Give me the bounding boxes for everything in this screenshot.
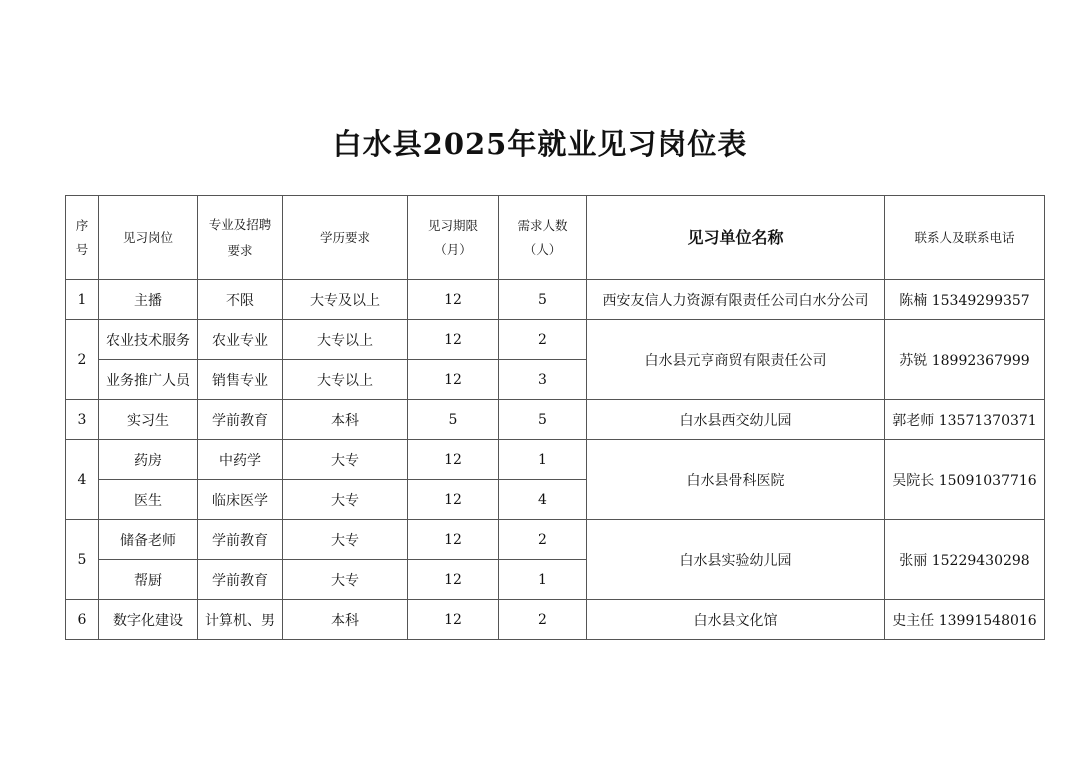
education-cell: 大专以上 bbox=[283, 320, 408, 360]
education-cell: 大专 bbox=[283, 440, 408, 480]
contact-cell: 张丽 15229430298 bbox=[885, 520, 1045, 600]
header-seq: 序 号 bbox=[66, 196, 99, 280]
education-cell: 大专以上 bbox=[283, 360, 408, 400]
count-cell: 5 bbox=[499, 280, 587, 320]
contact-cell: 苏锐 18992367999 bbox=[885, 320, 1045, 400]
education-cell: 本科 bbox=[283, 600, 408, 640]
header-period: 见习期限 （月） bbox=[408, 196, 499, 280]
table-row bbox=[66, 400, 1045, 440]
period-cell: 12 bbox=[408, 360, 499, 400]
position-cell: 主播 bbox=[99, 280, 198, 320]
period-cell: 5 bbox=[408, 400, 499, 440]
position-cell: 药房 bbox=[99, 440, 198, 480]
major-cell: 销售专业 bbox=[198, 360, 283, 400]
position-cell: 农业技术服务 bbox=[99, 320, 198, 360]
header-position: 见习岗位 bbox=[99, 196, 198, 280]
major-cell: 中药学 bbox=[198, 440, 283, 480]
education-cell: 大专 bbox=[283, 520, 408, 560]
education-cell: 大专及以上 bbox=[283, 280, 408, 320]
seq-cell: 5 bbox=[66, 520, 99, 600]
position-cell: 储备老师 bbox=[99, 520, 198, 560]
internship-table bbox=[65, 195, 1045, 640]
seq-cell: 1 bbox=[66, 280, 99, 320]
unit-cell: 白水县骨科医院 bbox=[587, 440, 885, 520]
count-cell: 2 bbox=[499, 520, 587, 560]
unit-cell: 白水县元亨商贸有限责任公司 bbox=[587, 320, 885, 400]
seq-cell: 3 bbox=[66, 400, 99, 440]
unit-cell: 白水县文化馆 bbox=[587, 600, 885, 640]
unit-cell: 白水县西交幼儿园 bbox=[587, 400, 885, 440]
major-cell: 农业专业 bbox=[198, 320, 283, 360]
seq-cell: 4 bbox=[66, 440, 99, 520]
education-cell: 大专 bbox=[283, 560, 408, 600]
position-cell: 帮厨 bbox=[99, 560, 198, 600]
education-cell: 本科 bbox=[283, 400, 408, 440]
period-cell: 12 bbox=[408, 440, 499, 480]
seq-cell: 2 bbox=[66, 320, 99, 400]
table-row bbox=[66, 320, 1045, 360]
major-cell: 学前教育 bbox=[198, 520, 283, 560]
header-education: 学历要求 bbox=[283, 196, 408, 280]
table-row bbox=[66, 280, 1045, 320]
period-cell: 12 bbox=[408, 520, 499, 560]
contact-cell: 陈楠 15349299357 bbox=[885, 280, 1045, 320]
period-cell: 12 bbox=[408, 320, 499, 360]
contact-cell: 郭老师 13571370371 bbox=[885, 400, 1045, 440]
major-cell: 不限 bbox=[198, 280, 283, 320]
table-row bbox=[66, 600, 1045, 640]
unit-cell: 白水县实验幼儿园 bbox=[587, 520, 885, 600]
count-cell: 1 bbox=[499, 440, 587, 480]
period-cell: 12 bbox=[408, 560, 499, 600]
header-unit: 见习单位名称 bbox=[587, 196, 885, 280]
contact-cell: 史主任 13991548016 bbox=[885, 600, 1045, 640]
count-cell: 3 bbox=[499, 360, 587, 400]
seq-cell: 6 bbox=[66, 600, 99, 640]
table-row bbox=[66, 440, 1045, 480]
header-major: 专业及招聘 要求 bbox=[198, 196, 283, 280]
count-cell: 5 bbox=[499, 400, 587, 440]
major-cell: 计算机、男 bbox=[198, 600, 283, 640]
table-header-row bbox=[66, 196, 1045, 280]
header-contact: 联系人及联系电话 bbox=[885, 196, 1045, 280]
major-cell: 学前教育 bbox=[198, 400, 283, 440]
unit-cell: 西安友信人力资源有限责任公司白水分公司 bbox=[587, 280, 885, 320]
position-cell: 数字化建设 bbox=[99, 600, 198, 640]
contact-cell: 吴院长 15091037716 bbox=[885, 440, 1045, 520]
education-cell: 大专 bbox=[283, 480, 408, 520]
page-title: 白水县2025年就业见习岗位表 bbox=[332, 127, 748, 161]
position-cell: 实习生 bbox=[99, 400, 198, 440]
position-cell: 业务推广人员 bbox=[99, 360, 198, 400]
period-cell: 12 bbox=[408, 480, 499, 520]
count-cell: 1 bbox=[499, 560, 587, 600]
count-cell: 2 bbox=[499, 600, 587, 640]
count-cell: 2 bbox=[499, 320, 587, 360]
count-cell: 4 bbox=[499, 480, 587, 520]
period-cell: 12 bbox=[408, 280, 499, 320]
table-row bbox=[66, 520, 1045, 560]
period-cell: 12 bbox=[408, 600, 499, 640]
major-cell: 学前教育 bbox=[198, 560, 283, 600]
position-cell: 医生 bbox=[99, 480, 198, 520]
major-cell: 临床医学 bbox=[198, 480, 283, 520]
header-count: 需求人数 （人） bbox=[499, 196, 587, 280]
